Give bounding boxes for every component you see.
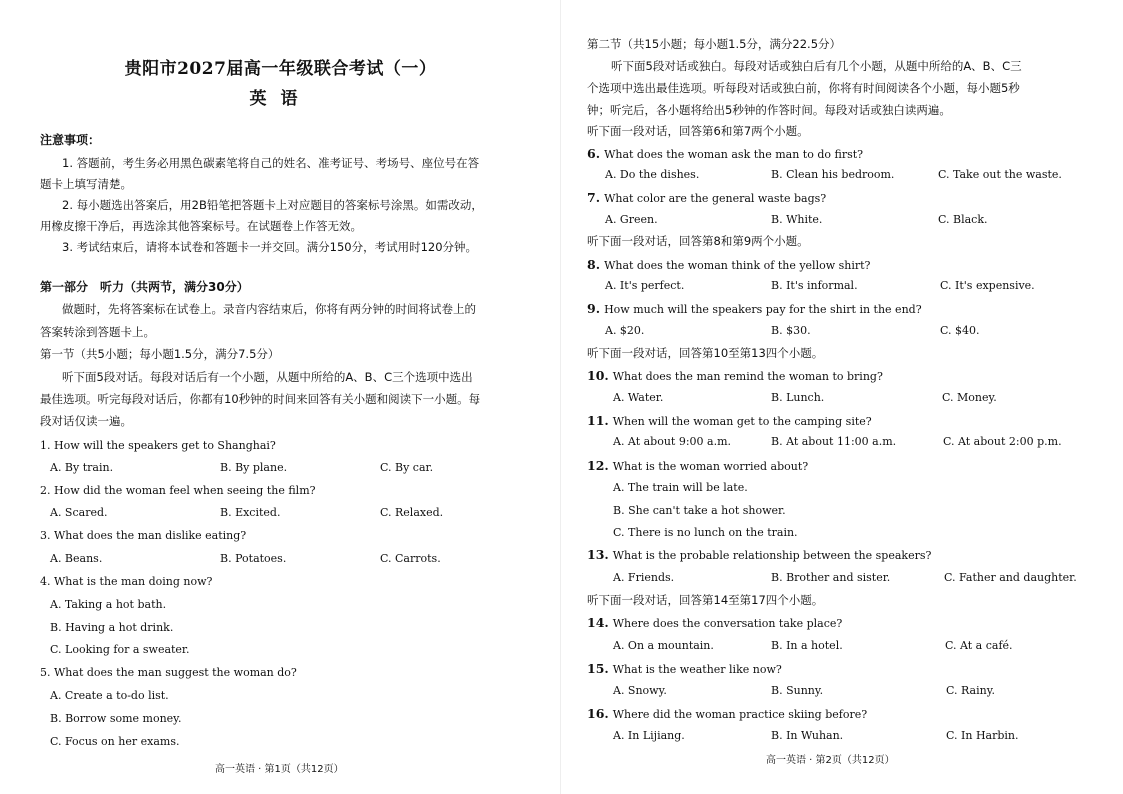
question-text: What does the man remind the woman to bring?: [612, 370, 883, 383]
page-footer: 高一英语 · 第2页（共12页）: [766, 755, 895, 766]
q1-option-a: A. By train.: [50, 461, 114, 474]
question-text: What is the probable relationship between the speakers?: [612, 549, 932, 562]
notice-line: 3. 考试结束后，请将本试卷和答题卡一并交回。满分150分，考试用时120分钟。: [62, 240, 478, 254]
q16-option-b: B. In Wuhan.: [771, 729, 844, 742]
part-heading: 第一部分 听力（共两节，满分30分）: [40, 280, 249, 294]
q15-option-c: C. Rainy.: [946, 684, 995, 697]
question-number: 16.: [587, 706, 609, 721]
notice-line: 用橡皮擦干净后，再选涂其他答案标号。在试题卷上作答无效。: [40, 219, 362, 233]
question-text: What is the weather like now?: [612, 663, 782, 676]
notice-line: 题卡上填写清楚。: [40, 177, 132, 191]
page-1: [0, 0, 561, 794]
section1-line: 段对话仅读一遍。: [40, 414, 132, 428]
question-10: [587, 368, 883, 384]
question-text: What does the woman think of the yellow shirt?: [604, 259, 871, 272]
q8-option-a: A. It's perfect.: [605, 279, 685, 292]
listen-instruction: 听下面一段对话，回答第6和第7两个小题。: [587, 124, 809, 138]
section1-heading: 第一节（共5小题；每小题1.5分，满分7.5分）: [40, 347, 280, 361]
question-text: What is the woman worried about?: [612, 460, 809, 473]
question-number: 13.: [587, 547, 609, 562]
q8-option-c: C. It's expensive.: [940, 279, 1035, 292]
question-8: [587, 257, 870, 273]
q14-option-c: C. At a café.: [945, 639, 1013, 652]
part-line: 答案转涂到答题卡上。: [40, 325, 155, 339]
q1-option-b: B. By plane.: [220, 461, 288, 474]
q7-option-b: B. White.: [771, 213, 823, 226]
q5-option-a: A. Create a to-do list.: [50, 689, 169, 702]
notice-line: 1. 答题前，考生务必用黑色碳素笔将自己的姓名、准考证号、考场号、座位号在答: [62, 156, 480, 170]
question-text: What color are the general waste bags?: [604, 192, 827, 205]
q16-option-a: A. In Lijiang.: [613, 729, 685, 742]
q10-option-c: C. Money.: [942, 391, 997, 404]
q6-option-b: B. Clean his bedroom.: [771, 168, 895, 181]
question-number: 9.: [587, 301, 601, 316]
question-text: When will the woman get to the camping site?: [612, 415, 872, 428]
q11-option-c: C. At about 2:00 p.m.: [943, 435, 1062, 448]
q9-option-b: B. $30.: [771, 324, 811, 337]
page-2: [561, 0, 1123, 794]
question-number: 11.: [587, 413, 609, 428]
q9-option-c: C. $40.: [940, 324, 980, 337]
q14-option-a: A. On a mountain.: [613, 639, 714, 652]
subject-title: 英语: [249, 89, 312, 109]
q15-option-a: A. Snowy.: [613, 684, 667, 697]
q12-option-a: A. The train will be late.: [613, 481, 748, 494]
q10-option-a: A. Water.: [613, 391, 664, 404]
question-number: 10.: [587, 368, 609, 383]
q3-option-a: A. Beans.: [50, 552, 103, 565]
question-text: Where did the woman practice skiing before?: [612, 708, 868, 721]
notice-heading: 注意事项：: [40, 133, 101, 147]
q11-option-a: A. At about 9:00 a.m.: [613, 435, 732, 448]
question-number: 12.: [587, 458, 609, 473]
q2-option-c: C. Relaxed.: [380, 506, 444, 519]
question-15: [587, 661, 782, 677]
q6-option-a: A. Do the dishes.: [605, 168, 700, 181]
question-text: What does the woman ask the man to do first?: [604, 148, 864, 161]
q16-option-c: C. In Harbin.: [946, 729, 1019, 742]
q2-option-b: B. Excited.: [220, 506, 281, 519]
question-number: 14.: [587, 615, 609, 630]
q5-option-c: C. Focus on her exams.: [50, 735, 180, 748]
listen-instruction: 听下面一段对话，回答第10至第13四个小题。: [587, 346, 824, 360]
q1-option-c: C. By car.: [380, 461, 434, 474]
q13-option-c: C. Father and daughter.: [944, 571, 1077, 584]
section2-line: 钟；听完后，各小题将给出5秒钟的作答时间。每段对话或独白读两遍。: [587, 103, 951, 117]
q5-option-b: B. Borrow some money.: [50, 712, 182, 725]
q13-option-b: B. Brother and sister.: [771, 571, 891, 584]
q12-option-b: B. She can't take a hot shower.: [613, 504, 786, 517]
q10-option-b: B. Lunch.: [771, 391, 825, 404]
question-14: [587, 615, 842, 631]
q3-option-b: B. Potatoes.: [220, 552, 287, 565]
page-footer: 高一英语 · 第1页（共12页）: [215, 764, 344, 775]
q4-option-b: B. Having a hot drink.: [50, 621, 174, 634]
section2-line: 个选项中选出最佳选项。听每段对话或独白前，你将有时间阅读各个小题，每小题5秒: [587, 81, 1020, 95]
q6-option-c: C. Take out the waste.: [938, 168, 1062, 181]
q14-option-b: B. In a hotel.: [771, 639, 843, 652]
exam-title: 贵阳市2027届高一年级联合考试（一）: [124, 59, 437, 79]
question-7: [587, 190, 826, 206]
question-1: 1. How will the speakers get to Shanghai?: [40, 439, 276, 452]
question-3: 3. What does the man dislike eating?: [40, 529, 247, 542]
question-9: [587, 301, 922, 317]
question-13: [587, 547, 931, 563]
question-4: 4. What is the man doing now?: [40, 575, 213, 588]
section2-heading: 第二节（共15小题；每小题1.5分，满分22.5分）: [587, 37, 842, 51]
question-11: [587, 413, 872, 429]
q7-option-c: C. Black.: [938, 213, 988, 226]
q9-option-a: A. $20.: [605, 324, 645, 337]
question-number: 8.: [587, 257, 601, 272]
q7-option-a: A. Green.: [605, 213, 658, 226]
q4-option-a: A. Taking a hot bath.: [50, 598, 167, 611]
q11-option-b: B. At about 11:00 a.m.: [771, 435, 897, 448]
q13-option-a: A. Friends.: [613, 571, 675, 584]
part-line: 做题时，先将答案标在试卷上。录音内容结束后，你将有两分钟的时间将试卷上的: [62, 302, 476, 316]
listen-instruction: 听下面一段对话，回答第14至第17四个小题。: [587, 593, 824, 607]
question-6: [587, 146, 863, 162]
section2-line: 听下面5段对话或独白。每段对话或独白后有几个小题，从题中所给的A、B、C三: [611, 59, 1022, 73]
question-16: [587, 706, 867, 722]
q3-option-c: C. Carrots.: [380, 552, 441, 565]
question-5: 5. What does the man suggest the woman do?: [40, 666, 297, 679]
q8-option-b: B. It's informal.: [771, 279, 858, 292]
notice-line: 2. 每小题选出答案后，用2B铅笔把答题卡上对应题目的答案标号涂黑。如需改动，: [62, 198, 483, 212]
listen-instruction: 听下面一段对话，回答第8和第9两个小题。: [587, 234, 809, 248]
question-number: 15.: [587, 661, 609, 676]
question-text: Where does the conversation take place?: [612, 617, 843, 630]
q12-option-c: C. There is no lunch on the train.: [613, 526, 798, 539]
section1-line: 最佳选项。听完每段对话后，你都有10秒钟的时间来回答有关小题和阅读下一小题。每: [40, 392, 481, 406]
section1-line: 听下面5段对话。每段对话后有一个小题，从题中所给的A、B、C三个选项中选出: [62, 370, 473, 384]
question-text: How much will the speakers pay for the shirt in the end?: [604, 303, 922, 316]
question-number: 7.: [587, 190, 601, 205]
question-2: 2. How did the woman feel when seeing the film?: [40, 484, 316, 497]
question-12: [587, 458, 808, 474]
question-number: 6.: [587, 146, 601, 161]
q15-option-b: B. Sunny.: [771, 684, 824, 697]
q2-option-a: A. Scared.: [50, 506, 108, 519]
q4-option-c: C. Looking for a sweater.: [50, 643, 190, 656]
